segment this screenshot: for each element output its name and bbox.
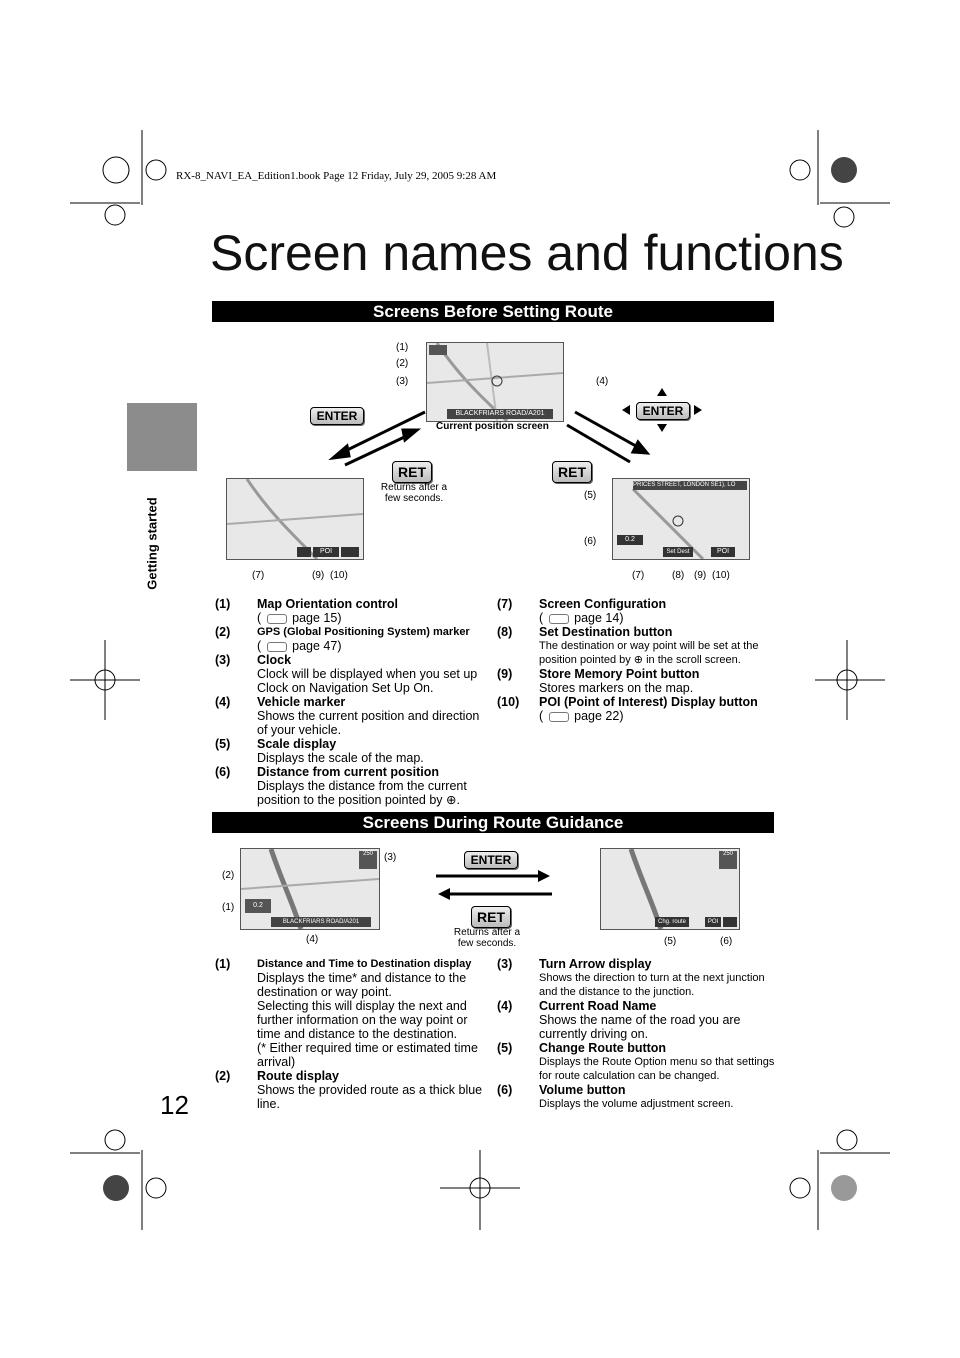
page-number: 12 bbox=[160, 1090, 189, 1120]
enter-button[interactable]: ENTER bbox=[310, 407, 364, 425]
during-left-list bbox=[215, 957, 490, 1111]
page-title: Screen names and functions bbox=[210, 225, 844, 281]
cursor-icon: ⊕ bbox=[446, 793, 457, 807]
joystick-arrows-icon bbox=[622, 388, 702, 432]
section-band-before: Screens Before Setting Route bbox=[212, 301, 774, 322]
callout-g2: (2) bbox=[222, 870, 235, 881]
turn-arrow-display: 250 bbox=[359, 851, 377, 869]
callout-g3: (3) bbox=[384, 852, 397, 863]
list-item: (6) Distance from current position Displays the distance from the current position to the position pointed by ⊕. bbox=[215, 765, 467, 807]
ret-button[interactable]: RET bbox=[392, 461, 432, 483]
poi-button-guidance[interactable]: POI bbox=[705, 917, 721, 927]
list-item: (2) GPS (Global Positioning System) marker ( page 47) bbox=[215, 625, 470, 653]
map-orientation-icon[interactable] bbox=[429, 345, 447, 355]
enter-joystick-button[interactable]: ENTER bbox=[636, 402, 690, 420]
callout-right-7: (7) bbox=[632, 570, 645, 581]
callout-g4: (4) bbox=[306, 934, 319, 945]
callout-g6: (6) bbox=[720, 936, 733, 947]
change-route-button[interactable]: Chg. route bbox=[655, 917, 689, 927]
callout-right-10: (10) bbox=[712, 570, 730, 581]
list-item: (5) Scale display Displays the scale of the map. bbox=[215, 737, 424, 765]
callout-left-7: (7) bbox=[252, 570, 265, 581]
file-info: RX-8_NAVI_EA_Edition1.book Page 12 Friday, July 29, 2005 9:28 AM bbox=[176, 170, 497, 182]
callout-right-6: (6) bbox=[584, 536, 597, 547]
callout-2: (2) bbox=[396, 358, 409, 369]
section-label: Getting started bbox=[144, 497, 160, 590]
address-bar: PRICES STREET, LONDON SE1), LO bbox=[633, 481, 747, 490]
right-map bbox=[612, 478, 750, 560]
callout-right-9: (9) bbox=[694, 570, 707, 581]
set-dest-button[interactable]: Set Dest bbox=[663, 547, 693, 557]
volume-icon[interactable] bbox=[723, 917, 737, 927]
callout-g5: (5) bbox=[664, 936, 677, 947]
volume-icon[interactable] bbox=[341, 547, 359, 557]
list-item: (3) Clock Clock will be displayed when you set up Clock on Navigation Set Up On. bbox=[215, 653, 478, 695]
section-tab bbox=[127, 403, 197, 471]
callout-left-10: (10) bbox=[330, 570, 348, 581]
ret-button-guidance[interactable]: RET bbox=[471, 906, 511, 928]
store-memory-icon[interactable] bbox=[297, 547, 311, 557]
current-position-caption: Current position screen bbox=[436, 421, 549, 432]
list-item: (4) Vehicle marker Shows the current position and direction of your vehicle. bbox=[215, 695, 480, 737]
list-item: (9) Store Memory Point button Stores markers on the map. bbox=[497, 667, 700, 695]
turn-arrow-display: 250 bbox=[719, 851, 737, 869]
list-item: (4) Current Road Name Shows the name of the road you are currently driving on. bbox=[497, 999, 741, 1041]
poi-button[interactable]: POI bbox=[313, 547, 339, 557]
page-ref-icon bbox=[267, 642, 287, 652]
callout-1: (1) bbox=[396, 342, 409, 353]
guidance-map bbox=[240, 848, 380, 930]
during-right-list bbox=[497, 957, 777, 1111]
list-item: (3) Turn Arrow display Shows the direction to turn at the next junction and the distance to the junction. bbox=[497, 957, 765, 998]
callout-3: (3) bbox=[396, 376, 409, 387]
list-item: (10) POI (Point of Interest) Display button ( page 22) bbox=[497, 695, 758, 723]
guidance-map-menu bbox=[600, 848, 740, 930]
page-ref-icon bbox=[549, 614, 569, 624]
callout-left-9: (9) bbox=[312, 570, 325, 581]
before-left-list bbox=[215, 597, 485, 807]
road-name-bar: BLACKFRIARS ROAD/A201 bbox=[447, 409, 553, 419]
transition-arrows bbox=[325, 400, 655, 470]
ret-button-right[interactable]: RET bbox=[552, 461, 592, 483]
callout-g1: (1) bbox=[222, 902, 235, 913]
list-item: (1) Distance and Time to Destination display Displays the time* and distance to the destination or way point. Selecting this will display the next and further information on the way point or time and distance to the destination. (* Either required time or estimated time arrival) bbox=[215, 957, 478, 1069]
list-item: (6) Volume button Displays the volume adjustment screen. bbox=[497, 1083, 734, 1110]
list-item: (8) Set Destination button The destination or way point will be set at the position pointed by ⊕ in the scroll screen. bbox=[497, 625, 759, 666]
distance-display: 0.2 bbox=[617, 535, 643, 545]
guidance-arrows bbox=[436, 868, 552, 902]
enter-button-guidance[interactable]: ENTER bbox=[464, 851, 518, 869]
page-ref-icon bbox=[267, 614, 287, 624]
section-band-during: Screens During Route Guidance bbox=[212, 812, 774, 833]
list-item: (1) Map Orientation control ( page 15) bbox=[215, 597, 398, 625]
cursor-icon: ⊕ bbox=[633, 654, 644, 666]
distance-time-display[interactable]: 0.2 bbox=[245, 899, 271, 913]
left-map bbox=[226, 478, 364, 560]
road-name-bar: BLACKFRIARS ROAD/A201 bbox=[271, 917, 371, 927]
list-item: (5) Change Route button Displays the Route Option menu so that settings for route calculation can be changed. bbox=[497, 1041, 775, 1082]
page-ref-icon bbox=[549, 712, 569, 722]
callout-right-8: (8) bbox=[672, 570, 685, 581]
list-item: (2) Route display Shows the provided route as a thick blue line. bbox=[215, 1069, 483, 1111]
poi-button-right[interactable]: POI bbox=[711, 547, 735, 557]
callout-right-5: (5) bbox=[584, 490, 597, 501]
before-right-list bbox=[497, 597, 777, 723]
returns-note: Returns after a few seconds. bbox=[380, 482, 448, 504]
callout-4: (4) bbox=[596, 376, 609, 387]
list-item: (7) Screen Configuration ( page 14) bbox=[497, 597, 667, 625]
returns-note-guidance: Returns after a few seconds. bbox=[453, 927, 521, 949]
